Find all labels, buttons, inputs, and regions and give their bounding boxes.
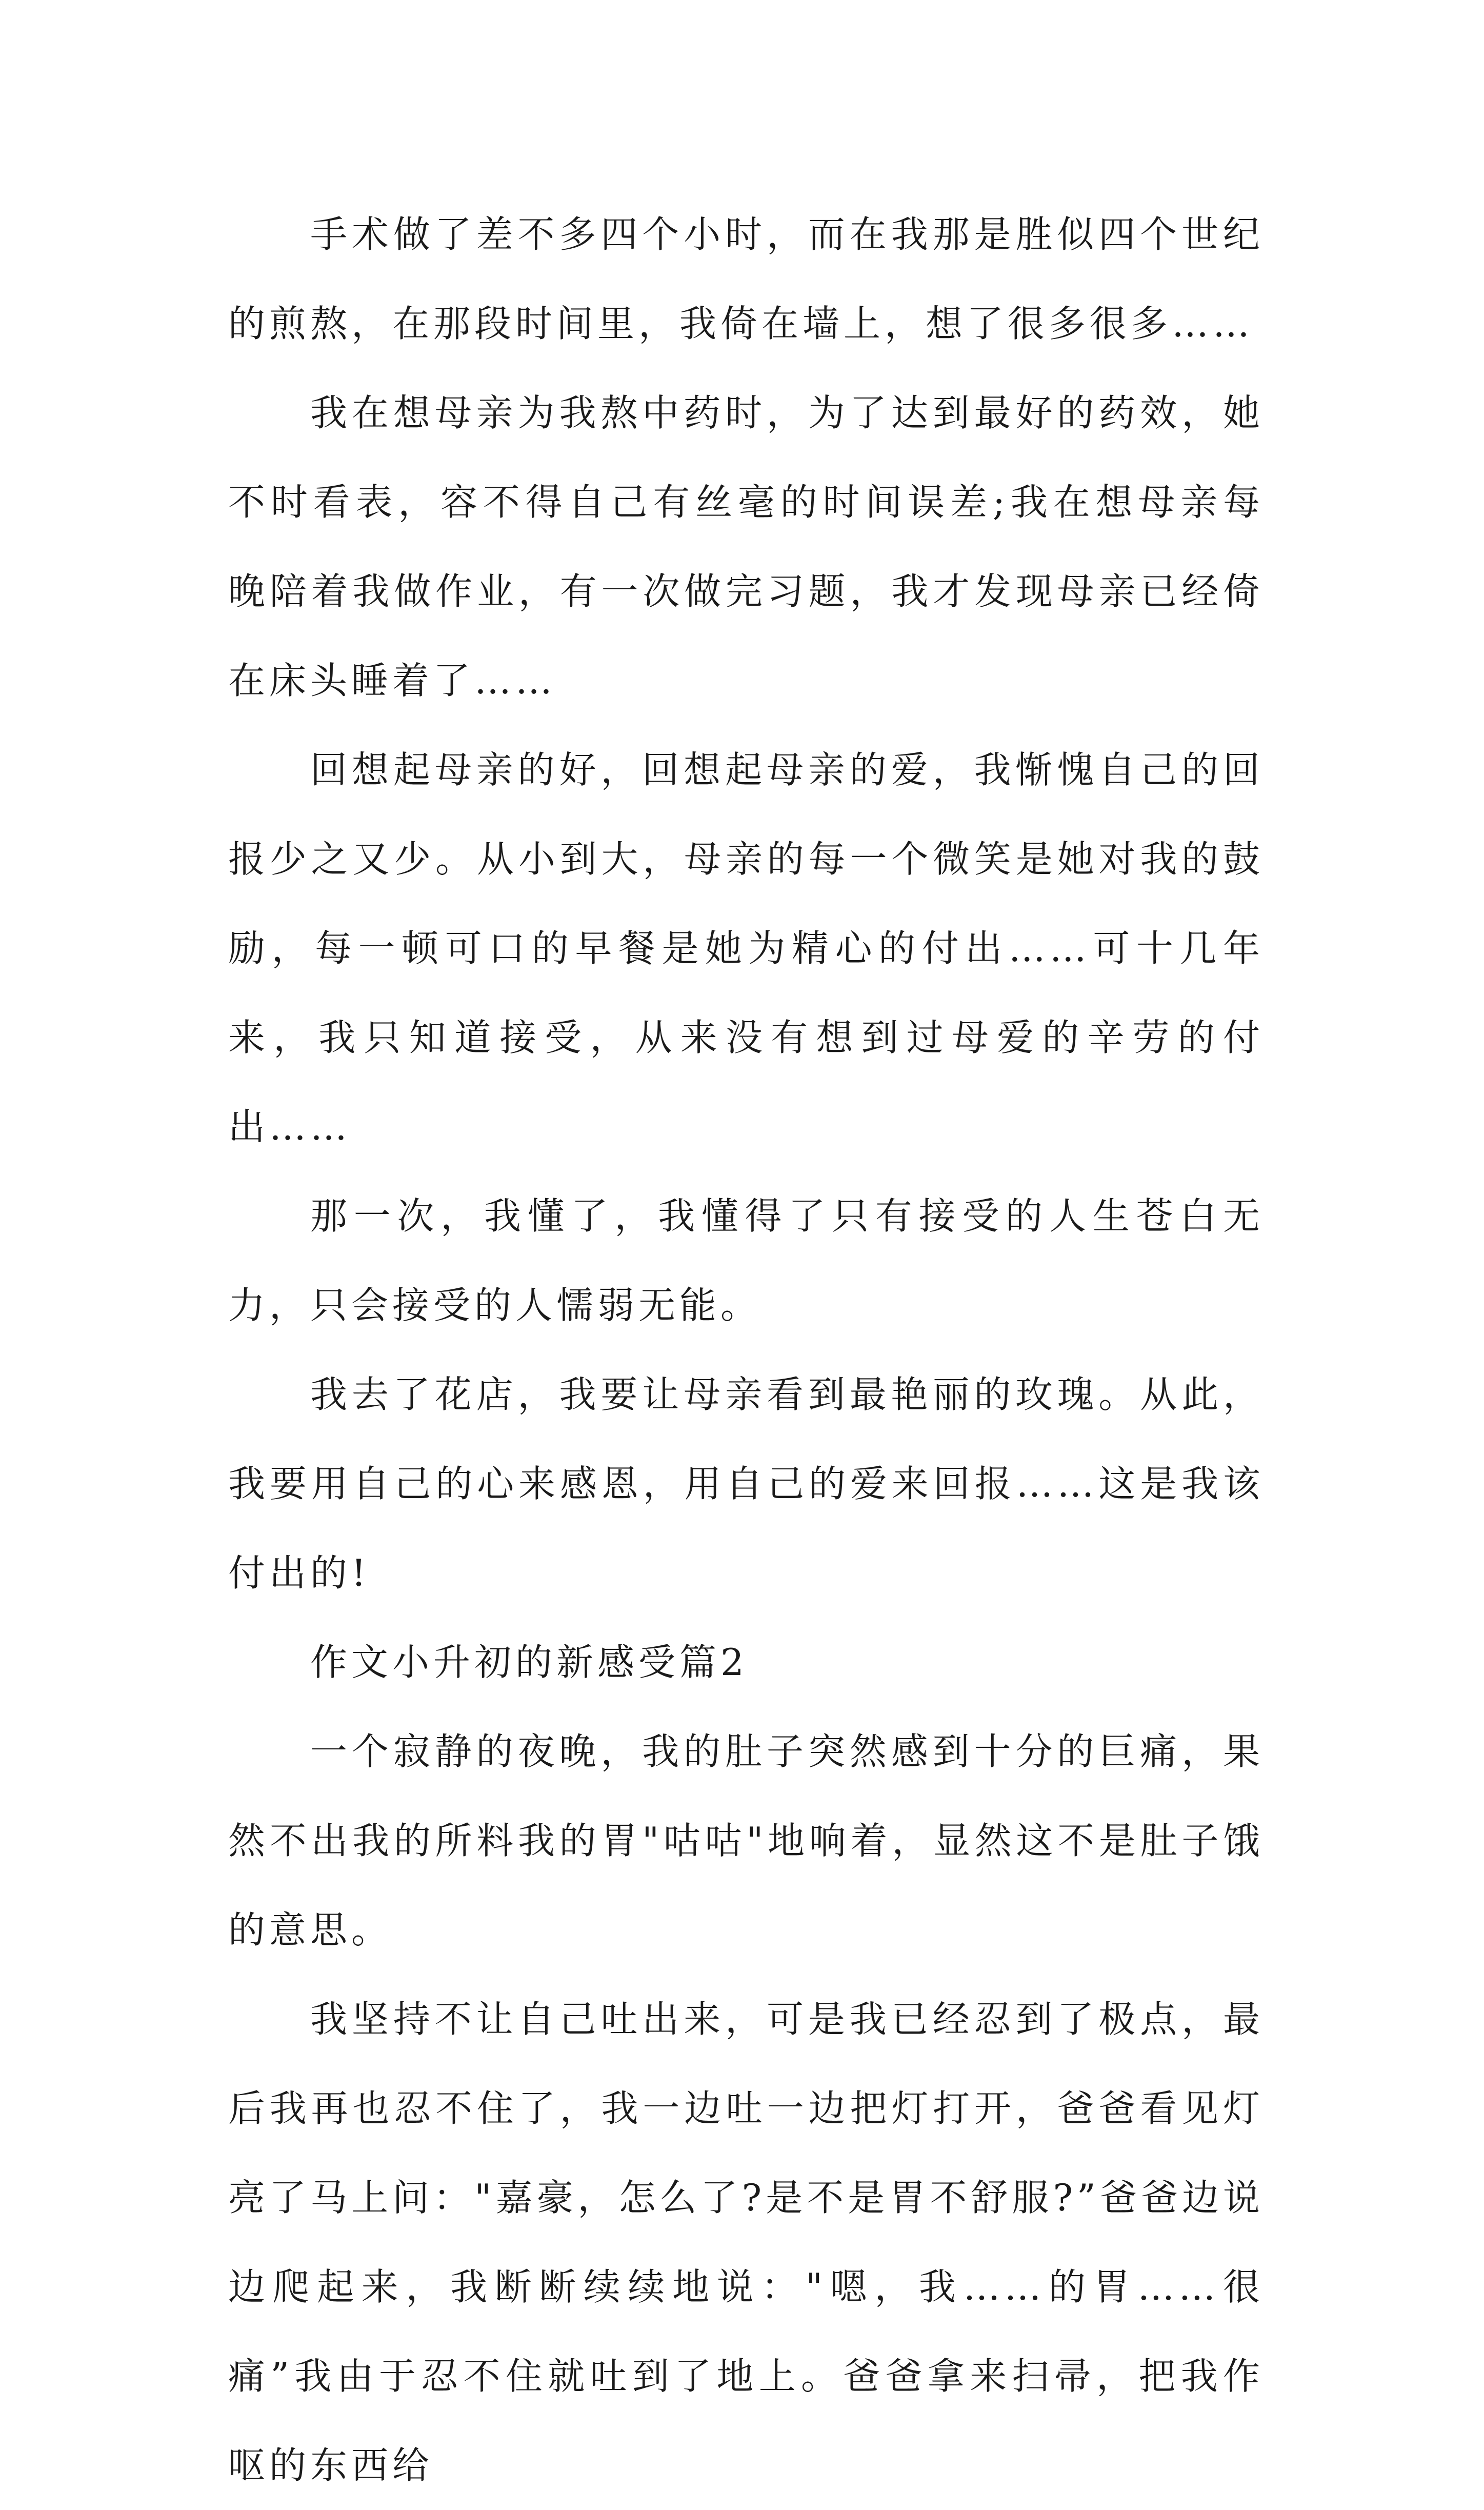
section-heading: 作文小升初的新感受篇2 [310,1641,748,1684]
body-text [228,190,1264,2510]
paragraph-stomach-ache: 一个寂静的夜晚，我的肚子突然感到十分的巨痛，果然不出我的所料我的胃"咕咕"地响着，显然这不是肚子饿的意思。 [228,1730,1264,1951]
paragraph-vomiting: 我坚持不让自己吐出来，可是我已经忍到了极点，最后我再也忍不住了，我一边吐一边把灯打开，爸爸看见灯亮了马上问："嘉豪，怎么了?是不是胃不舒服?”爸爸边说边爬起来，我断断续续地说："嗯，我……的胃……很痛”我由于忍不住就吐到了地上。爸爸拿来扫帚，把我作呕的东西给 [228,1998,1264,2487]
paragraph-mother-memories: 我在想母亲为我熬中药时，为了达到最好的药效，她不时看表，容不得自己有丝毫的时间误差;我在想母亲每晚陪着我做作业，有一次做完习题，我才发现母亲已经倚在床头睡着了…… [228,391,1264,702]
paragraph-reflection: 回想起母亲的好，回想起母亲的爱，我惭愧自己的回报少之又少。从小到大，母亲的每一个微笑是她对我的鼓励，每一顿可口的早餐是她为精心的付出……可十几年来，我只知道接受，从来没有想到过母爱的辛劳的付出…… [228,748,1264,1148]
paragraph-understanding: 那一次，我懂了，我懂得了只有接受的人生苍白无力，只会接受的人懦弱无能。 [228,1194,1264,1327]
paragraph-flower-shop: 我去了花店，我要让母亲看到最艳丽的玫瑰。从此，我要用自己的心来感恩，用自己的爱来回报……这是我该付出的! [228,1373,1264,1595]
paragraph-surgery-wait: 手术做了差不多四个小时，而在我那是胜似四个世纪的煎熬，在那段时间里，我倚在墙上，想了很多很多…… [228,213,1264,345]
